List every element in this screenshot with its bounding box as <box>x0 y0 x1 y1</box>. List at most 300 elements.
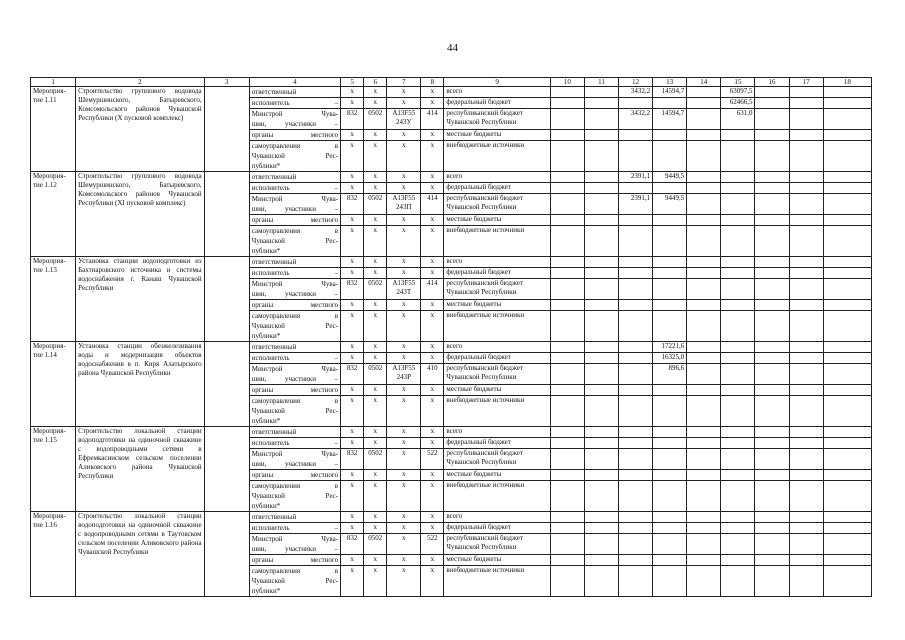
amount-cell <box>721 279 755 300</box>
amount-cell: 62466,5 <box>721 98 755 109</box>
amount-cell <box>653 279 687 300</box>
amount-cell <box>789 342 823 353</box>
amount-cell <box>619 449 653 470</box>
amount-cell <box>721 226 755 257</box>
amount-cell <box>823 194 871 215</box>
amount-cell <box>653 396 687 427</box>
budget-code-cell: x <box>364 342 387 353</box>
executor-line: публики* <box>251 332 281 340</box>
executor-cell <box>249 194 340 215</box>
executor-line: ответственный <box>251 88 297 96</box>
budget-code-cell: x <box>364 353 387 364</box>
amount-cell <box>550 279 584 300</box>
budget-code-cell: 0502 <box>364 109 387 130</box>
amount-cell <box>789 215 823 226</box>
budget-code-cell: x <box>387 183 421 194</box>
amount-cell <box>584 470 618 481</box>
amount-cell <box>550 311 584 342</box>
amount-cell <box>584 98 618 109</box>
amount-cell <box>584 385 618 396</box>
amount-cell <box>653 449 687 470</box>
amount-cell <box>721 353 755 364</box>
amount-cell <box>721 481 755 512</box>
measure-label: Мероприя-тие 1.14 <box>31 342 76 427</box>
budget-code-cell: x <box>387 566 421 597</box>
executor-line: органы местного <box>251 386 339 394</box>
amount-cell <box>619 523 653 534</box>
amount-cell <box>789 534 823 555</box>
funding-source-cell: федеральный бюджет <box>444 523 550 534</box>
amount-cell <box>789 438 823 449</box>
amount-cell: 3432,2 <box>619 87 653 98</box>
amount-cell <box>550 183 584 194</box>
amount-cell: 16325,0 <box>653 353 687 364</box>
amount-cell <box>789 449 823 470</box>
executor-line: самоуправления в <box>251 227 339 235</box>
executor-cell <box>249 342 340 353</box>
empty-cell <box>204 172 249 257</box>
funding-source-cell: местные бюджеты <box>444 130 550 141</box>
funding-source-cell: внебюджетные источники <box>444 226 550 257</box>
budget-code-cell: x <box>421 353 444 364</box>
executor-cell <box>249 311 340 342</box>
column-number: 15 <box>721 78 755 87</box>
amount-cell <box>653 534 687 555</box>
amount-cell <box>755 194 789 215</box>
amount-cell <box>823 87 871 98</box>
budget-code-cell: x <box>364 523 387 534</box>
budget-code-cell: x <box>364 512 387 523</box>
amount-cell <box>619 215 653 226</box>
amount-cell <box>653 311 687 342</box>
budget-code-cell: 832 <box>341 364 364 385</box>
executor-cell <box>249 512 340 523</box>
budget-code-cell: x <box>421 257 444 268</box>
measure-description: Установка станции обезжелезивания воды и модернизация объектов водоснабжения в п. Киря Алатырского района Чувашской Республики <box>76 342 204 427</box>
funding-source-cell: местные бюджеты <box>444 215 550 226</box>
executor-cell <box>249 300 340 311</box>
amount-cell <box>653 481 687 512</box>
executor-cell <box>249 555 340 566</box>
amount-cell <box>687 279 721 300</box>
budget-code-cell: x <box>341 566 364 597</box>
amount-cell <box>687 385 721 396</box>
amount-cell <box>823 226 871 257</box>
amount-cell <box>755 279 789 300</box>
amount-cell <box>584 268 618 279</box>
amount-cell <box>619 481 653 512</box>
column-number: 13 <box>653 78 687 87</box>
amount-cell <box>653 438 687 449</box>
amount-cell <box>550 385 584 396</box>
executor-line: ответственный <box>251 513 297 521</box>
budget-code-cell: x <box>387 87 421 98</box>
amount-cell <box>550 353 584 364</box>
amount-cell <box>619 342 653 353</box>
executor-cell <box>249 566 340 597</box>
budget-code-cell: x <box>341 353 364 364</box>
budget-code-cell: x <box>341 87 364 98</box>
budget-code-cell: x <box>421 470 444 481</box>
budget-code-cell: 414 <box>421 279 444 300</box>
executor-line: ответственный <box>251 428 297 436</box>
funding-source-cell: внебюджетные источники <box>444 566 550 597</box>
amount-cell <box>789 98 823 109</box>
amount-cell <box>823 470 871 481</box>
budget-code-cell: x <box>364 183 387 194</box>
budget-code-cell: x <box>341 98 364 109</box>
executor-cell <box>249 226 340 257</box>
amount-cell <box>721 523 755 534</box>
empty-cell <box>204 257 249 342</box>
measure-label: Мероприя-тие 1.12 <box>31 172 76 257</box>
amount-cell <box>550 470 584 481</box>
amount-cell <box>584 566 618 597</box>
amount-cell <box>789 300 823 311</box>
amount-cell <box>721 183 755 194</box>
amount-cell <box>823 555 871 566</box>
amount-cell <box>755 87 789 98</box>
budget-code-cell: x <box>421 172 444 183</box>
executor-line: исполнитель – <box>251 269 339 277</box>
amount-cell <box>721 396 755 427</box>
amount-cell <box>721 141 755 172</box>
amount-cell <box>755 449 789 470</box>
amount-cell: 896,6 <box>653 364 687 385</box>
amount-cell: 9449,5 <box>653 172 687 183</box>
amount-cell <box>823 534 871 555</box>
executor-line: самоуправления в <box>251 397 339 405</box>
executor-line: шии, участники – <box>251 460 339 468</box>
measure-label: Мероприя-тие 1.15 <box>31 427 76 512</box>
amount-cell: 3432,2 <box>619 109 653 130</box>
amount-cell <box>687 566 721 597</box>
budget-code-cell: x <box>387 141 421 172</box>
amount-cell <box>687 449 721 470</box>
budget-code-cell: A13F55 243Т <box>387 279 421 300</box>
amount-cell <box>823 438 871 449</box>
column-number: 4 <box>249 78 340 87</box>
column-number: 9 <box>444 78 550 87</box>
amount-cell <box>755 523 789 534</box>
executor-line: Минстрой Чува- <box>251 280 339 288</box>
budget-code-cell: A13F55 243Р <box>387 364 421 385</box>
budget-code-cell: x <box>341 396 364 427</box>
amount-cell <box>619 300 653 311</box>
budget-code-cell: x <box>364 438 387 449</box>
budget-code-cell: x <box>364 555 387 566</box>
amount-cell <box>755 268 789 279</box>
amount-cell <box>789 183 823 194</box>
column-number: 17 <box>789 78 823 87</box>
funding-source-cell: федеральный бюджет <box>444 98 550 109</box>
amount-cell <box>687 512 721 523</box>
funding-source-cell: внебюджетные источники <box>444 396 550 427</box>
amount-cell <box>653 98 687 109</box>
budget-code-cell: x <box>387 268 421 279</box>
amount-cell <box>687 268 721 279</box>
amount-cell <box>653 268 687 279</box>
amount-cell <box>823 427 871 438</box>
budget-code-cell: 0502 <box>364 279 387 300</box>
budget-code-cell: x <box>387 385 421 396</box>
budget-code-cell: x <box>341 512 364 523</box>
amount-cell <box>755 427 789 438</box>
budget-code-cell: x <box>364 427 387 438</box>
page-number: 44 <box>447 42 458 54</box>
budget-code-cell: x <box>387 172 421 183</box>
amount-cell <box>721 342 755 353</box>
executor-line: публики* <box>251 162 281 170</box>
funding-source-cell: федеральный бюджет <box>444 353 550 364</box>
amount-cell <box>687 194 721 215</box>
executor-line: шии, участники – <box>251 290 339 298</box>
executor-cell <box>249 470 340 481</box>
amount-cell <box>687 481 721 512</box>
amount-cell <box>584 109 618 130</box>
budget-code-cell: x <box>364 87 387 98</box>
amount-cell <box>755 353 789 364</box>
amount-cell <box>584 226 618 257</box>
amount-cell <box>823 396 871 427</box>
budget-code-cell: 832 <box>341 449 364 470</box>
funding-source-cell: всего <box>444 257 550 268</box>
amount-cell <box>584 555 618 566</box>
amount-cell <box>755 470 789 481</box>
column-number: 14 <box>687 78 721 87</box>
amount-cell <box>755 512 789 523</box>
amount-cell <box>687 555 721 566</box>
amount-cell <box>653 257 687 268</box>
executor-line: самоуправления в <box>251 567 339 575</box>
executor-line: исполнитель – <box>251 184 339 192</box>
executor-line: публики* <box>251 247 281 255</box>
amount-cell <box>619 470 653 481</box>
budget-code-cell: x <box>341 438 364 449</box>
amount-cell <box>755 438 789 449</box>
budget-code-cell: x <box>364 385 387 396</box>
funding-source-cell: местные бюджеты <box>444 555 550 566</box>
amount-cell <box>619 566 653 597</box>
amount-cell <box>789 523 823 534</box>
amount-cell <box>721 268 755 279</box>
amount-cell <box>755 396 789 427</box>
amount-cell <box>653 566 687 597</box>
budget-code-cell: x <box>387 470 421 481</box>
amount-cell <box>550 566 584 597</box>
amount-cell <box>619 385 653 396</box>
budget-code-cell: x <box>421 215 444 226</box>
amount-cell <box>789 311 823 342</box>
executor-cell <box>249 268 340 279</box>
amount-cell <box>823 109 871 130</box>
executor-cell <box>249 279 340 300</box>
budget-code-cell: x <box>341 215 364 226</box>
amount-cell <box>619 183 653 194</box>
funding-source-cell: всего <box>444 342 550 353</box>
budget-code-cell: x <box>421 87 444 98</box>
amount-cell <box>755 130 789 141</box>
amount-cell <box>789 427 823 438</box>
amount-cell <box>584 342 618 353</box>
amount-cell <box>584 353 618 364</box>
table-row <box>31 427 872 438</box>
amount-cell <box>550 215 584 226</box>
empty-cell <box>204 427 249 512</box>
column-number: 16 <box>755 78 789 87</box>
amount-cell <box>789 194 823 215</box>
amount-cell <box>584 449 618 470</box>
funding-source-cell: местные бюджеты <box>444 385 550 396</box>
amount-cell <box>550 257 584 268</box>
amount-cell <box>755 183 789 194</box>
amount-cell <box>687 396 721 427</box>
budget-code-cell: x <box>387 311 421 342</box>
budget-code-cell: x <box>421 300 444 311</box>
budget-code-cell: x <box>387 226 421 257</box>
amount-cell <box>823 449 871 470</box>
amount-cell: 17221,6 <box>653 342 687 353</box>
budget-code-cell: x <box>421 226 444 257</box>
amount-cell <box>550 512 584 523</box>
funding-source-cell: республиканский бюджет Чувашской Республики <box>444 364 550 385</box>
amount-cell <box>789 385 823 396</box>
budget-code-cell: x <box>341 311 364 342</box>
amount-cell <box>721 566 755 597</box>
budget-code-cell: x <box>387 555 421 566</box>
budget-code-cell: x <box>421 438 444 449</box>
amount-cell <box>789 481 823 512</box>
funding-source-cell: внебюджетные источники <box>444 311 550 342</box>
executor-cell <box>249 215 340 226</box>
column-number: 12 <box>619 78 653 87</box>
executor-cell <box>249 141 340 172</box>
table-row <box>31 87 872 98</box>
column-number: 11 <box>584 78 618 87</box>
executor-line: органы местного <box>251 471 339 479</box>
amount-cell <box>823 215 871 226</box>
amount-cell <box>789 555 823 566</box>
budget-code-cell: x <box>341 130 364 141</box>
executor-cell <box>249 438 340 449</box>
funding-source-cell: всего <box>444 427 550 438</box>
funding-source-cell: федеральный бюджет <box>444 268 550 279</box>
budget-code-cell: x <box>421 98 444 109</box>
amount-cell <box>550 555 584 566</box>
budget-code-cell: x <box>341 470 364 481</box>
executor-cell <box>249 523 340 534</box>
budget-code-cell: x <box>341 385 364 396</box>
amount-cell <box>721 385 755 396</box>
budget-code-cell: x <box>421 268 444 279</box>
amount-cell <box>550 300 584 311</box>
amount-cell <box>823 141 871 172</box>
funding-source-cell: республиканский бюджет Чувашской Республики <box>444 279 550 300</box>
column-number: 2 <box>76 78 204 87</box>
budget-code-cell: 414 <box>421 194 444 215</box>
executor-line: Чувашской Рес- <box>251 152 339 160</box>
amount-cell <box>721 555 755 566</box>
budget-code-cell: x <box>387 353 421 364</box>
executor-cell <box>249 396 340 427</box>
amount-cell <box>584 427 618 438</box>
budget-code-cell: x <box>364 396 387 427</box>
amount-cell <box>823 481 871 512</box>
amount-cell <box>755 566 789 597</box>
executor-line: публики* <box>251 502 281 510</box>
amount-cell <box>789 396 823 427</box>
executor-cell <box>249 481 340 512</box>
amount-cell <box>823 172 871 183</box>
budget-code-cell: x <box>421 555 444 566</box>
amount-cell <box>584 87 618 98</box>
executor-line: ответственный <box>251 258 297 266</box>
amount-cell <box>619 257 653 268</box>
amount-cell <box>721 449 755 470</box>
budget-code-cell: x <box>421 566 444 597</box>
measure-description: Строительство группового водовода Шемуршинского, Батыревского, Комсомольского районов Чувашской Республики (X пусковой комплекс) <box>76 87 204 172</box>
amount-cell <box>823 257 871 268</box>
amount-cell <box>550 226 584 257</box>
executor-line: Минстрой Чува- <box>251 535 339 543</box>
amount-cell <box>789 130 823 141</box>
budget-code-cell: x <box>364 141 387 172</box>
funding-source-cell: федеральный бюджет <box>444 438 550 449</box>
measure-label: Мероприя-тие 1.11 <box>31 87 76 172</box>
amount-cell <box>584 183 618 194</box>
amount-cell <box>755 215 789 226</box>
amount-cell <box>619 427 653 438</box>
empty-cell <box>204 512 249 597</box>
amount-cell <box>789 353 823 364</box>
amount-cell: 14594,7 <box>653 87 687 98</box>
budget-code-cell: x <box>364 130 387 141</box>
amount-cell <box>721 470 755 481</box>
executor-line: Минстрой Чува- <box>251 195 339 203</box>
table-row <box>31 512 872 523</box>
executor-line: Минстрой Чува- <box>251 110 339 118</box>
amount-cell <box>823 512 871 523</box>
budget-code-cell: x <box>341 226 364 257</box>
amount-cell <box>823 566 871 597</box>
executor-cell <box>249 87 340 98</box>
amount-cell <box>687 534 721 555</box>
executor-cell <box>249 353 340 364</box>
executor-line: шии, участники – <box>251 545 339 553</box>
amount-cell <box>755 172 789 183</box>
executor-line: органы местного <box>251 556 339 564</box>
executor-cell <box>249 109 340 130</box>
amount-cell <box>619 396 653 427</box>
table-row <box>31 342 872 353</box>
budget-code-cell: x <box>341 342 364 353</box>
amount-cell <box>584 481 618 512</box>
executor-line: исполнитель – <box>251 524 339 532</box>
executor-line: шии, участники – <box>251 205 339 213</box>
amount-cell <box>653 523 687 534</box>
amount-cell <box>619 130 653 141</box>
executor-cell <box>249 385 340 396</box>
budget-code-cell: x <box>364 470 387 481</box>
budget-code-cell: x <box>387 449 421 470</box>
budget-code-cell: x <box>341 257 364 268</box>
amount-cell <box>584 172 618 183</box>
amount-cell <box>789 268 823 279</box>
funding-source-cell: республиканский бюджет Чувашской Республики <box>444 449 550 470</box>
budget-code-cell: x <box>421 481 444 512</box>
budget-code-cell: x <box>387 257 421 268</box>
budget-code-cell: 522 <box>421 534 444 555</box>
